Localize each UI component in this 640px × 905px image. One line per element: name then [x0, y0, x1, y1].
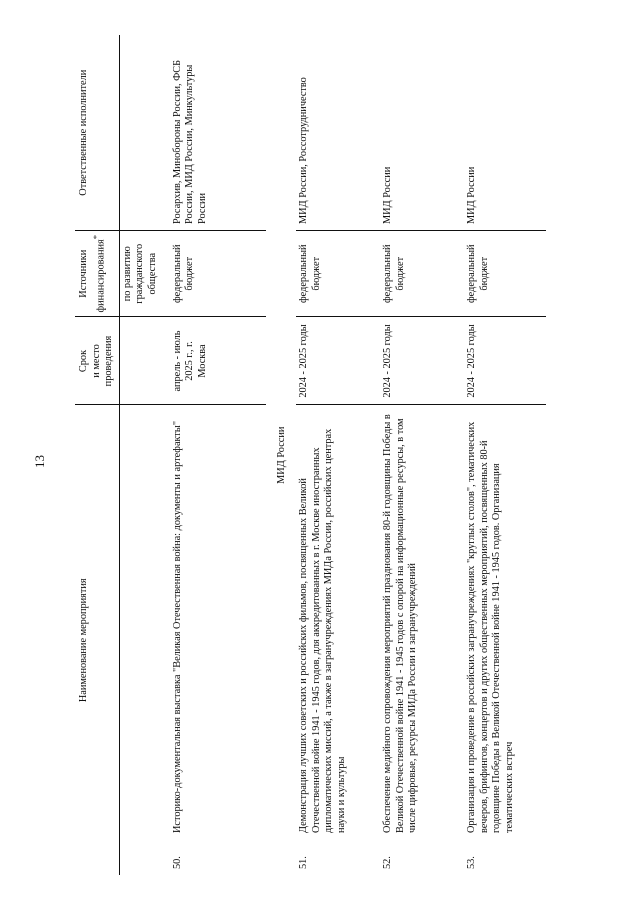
row-number: 53.: [466, 856, 478, 869]
row-event-name: Организация и проведение в российских загранучреждениях "круглых столов", тематических вечеров, брифингов, концертов и других общественных мероприятий, посвященных 80-й годовщине Победы в Великой Отечественной войне 1941 - 1945 годов. Организация тематических встреч: [466, 421, 515, 833]
table-row: [164, 35, 266, 875]
cell-responsible: [119, 35, 164, 230]
header-responsible-text: Ответственные исполнители: [78, 69, 89, 196]
cell-term: [119, 317, 164, 405]
footnote-mark: *: [90, 234, 101, 240]
row-event-name: Обеспечение медийного сопровождения мероприятий празднования 80-й годовщины Победы в Великой Отечественной войне 1941 - 1945 годов с опорой на информационные ресурсы, в том числе цифровые, ресурсы МИДа России и загранучреждений: [382, 414, 419, 833]
cell-responsible: МИД России: [464, 35, 546, 230]
cell-term: 2024 - 2025 годы: [296, 317, 380, 405]
cell-name: [296, 405, 380, 875]
cell-name: [380, 405, 464, 875]
events-table: [75, 35, 546, 875]
table-header-row: [75, 35, 119, 875]
header-responsible: [75, 35, 119, 230]
cell-source: по развитию гражданского общества: [119, 230, 164, 317]
cell-term: апрель - июль 2025 г., г. Москва: [164, 317, 266, 405]
cell-term: 2024 - 2025 годы: [464, 317, 546, 405]
cell-name: [119, 405, 164, 875]
header-name: [75, 405, 119, 875]
row-number: 52.: [382, 856, 394, 869]
header-term-line2: и место проведения: [90, 335, 115, 387]
cell-source: федеральный бюджет: [296, 230, 380, 317]
header-name-text: Наименование мероприятия: [78, 578, 89, 703]
header-source-line2: финансирования: [94, 239, 106, 313]
cell-responsible: МИД России: [380, 35, 464, 230]
header-term-line1: Срок: [78, 349, 89, 373]
row-event-name: Демонстрация лучших советских и российских фильмов, посвященных Великой Отечественной войне 1941 - 1945 годов, для аккредитованных в г. Москве иностранных дипломатических миссий, а также в загранучреждениях МИДа России, российских центрах науки и культуры: [298, 428, 347, 833]
table-row: [464, 35, 546, 875]
row-number: 50.: [171, 856, 183, 869]
table-row-continued: [119, 35, 164, 875]
page-number: 13: [32, 455, 47, 468]
cell-name: [464, 405, 546, 875]
cell-term: 2024 - 2025 годы: [380, 317, 464, 405]
row-event-name: Историко-документальная выставка "Великая Отечественная война: документы и артефакты": [171, 420, 183, 833]
table-row: [296, 35, 380, 875]
table-row: [380, 35, 464, 875]
cell-source: федеральный бюджет: [164, 230, 266, 317]
cell-responsible: Росархив, Минобороны России, ФСБ России, МИД России, Минкультуры России: [164, 35, 266, 230]
row-number: 51.: [298, 856, 310, 869]
cell-name: [164, 405, 266, 875]
cell-source: федеральный бюджет: [464, 230, 546, 317]
section-title: МИД России: [275, 426, 287, 484]
section-header-row: [266, 35, 297, 875]
header-source: [75, 230, 119, 317]
header-term: [75, 317, 119, 405]
cell-responsible: МИД России, Россотрудничество: [296, 35, 380, 230]
header-source-line1: Источники: [78, 249, 89, 298]
cell-source: федеральный бюджет: [380, 230, 464, 317]
